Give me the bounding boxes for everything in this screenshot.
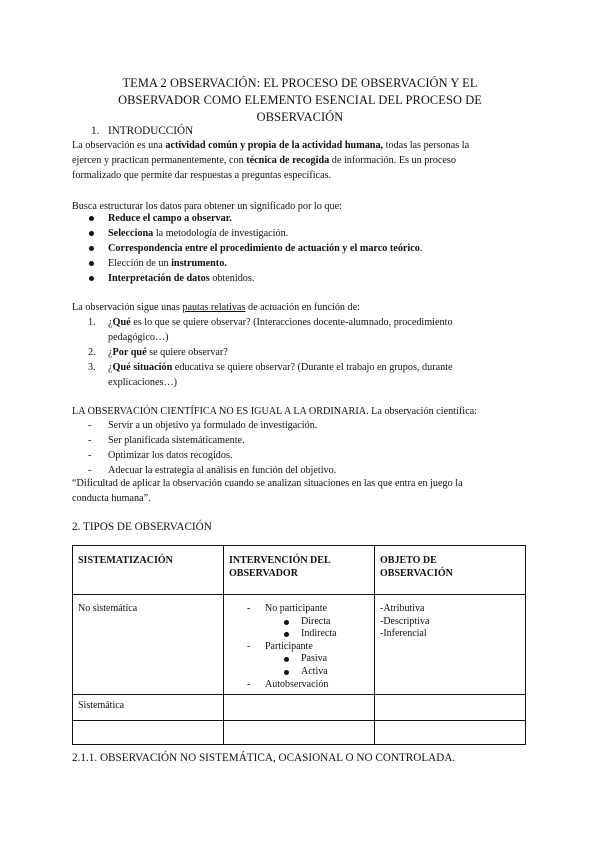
list-item	[108, 271, 528, 286]
pautas-list	[88, 315, 548, 390]
dash-icon: -	[247, 640, 251, 652]
dash-icon: -	[88, 465, 92, 476]
text-run: educativa se quiere observar? (Durante el trabajo en grupos, durante	[172, 362, 453, 373]
bold-run: Por qué	[112, 347, 147, 358]
text-run: Elección de un	[108, 258, 172, 269]
bullet-icon	[284, 657, 289, 662]
text-run: Ser planificada sistemáticamente.	[108, 435, 245, 446]
bold-run: Interpretación de datos	[108, 273, 210, 284]
quote-line-2: conducta humana”.	[72, 493, 151, 504]
dash-icon: -	[88, 435, 92, 446]
table-cell-empty	[224, 695, 375, 721]
bullet-icon	[89, 276, 94, 281]
bullet-icon	[284, 632, 289, 637]
text-run: Autobservación	[265, 678, 329, 690]
dash-icon: -	[247, 678, 251, 690]
list-item	[229, 628, 369, 641]
list-item	[88, 448, 528, 463]
dash-icon: -	[88, 450, 92, 461]
table-header-row	[73, 546, 526, 595]
objeto-item: -Inferencial	[380, 628, 427, 639]
text-run: Optimizar los datos recogidos.	[108, 450, 233, 461]
text-run: ¿	[108, 317, 113, 328]
header-objeto	[375, 546, 526, 595]
subsection-heading: 2.1.1. OBSERVACIÓN NO SISTEMÁTICA, OCASIONAL O NO CONTROLADA.	[72, 752, 456, 764]
intervencion-list	[229, 603, 369, 691]
text-run: .	[419, 243, 423, 254]
text-run: Activa	[301, 665, 328, 677]
text-run: Servir a un objetivo ya formulado de investigación.	[108, 420, 318, 431]
table-row	[73, 721, 526, 745]
bullet-icon	[284, 620, 289, 625]
bold-run: técnica de recogida	[246, 155, 330, 166]
title-line-2: OBSERVADOR COMO ELEMENTO ESENCIAL DEL PROCESO DE	[118, 93, 482, 107]
bold-run: instrumento.	[171, 258, 227, 269]
bold-run: actividad común y propia de la actividad humana,	[165, 140, 384, 151]
text-run: ¿	[108, 347, 113, 358]
bold-run: Qué situación	[112, 362, 173, 373]
list-number: 3.	[88, 362, 96, 373]
cell-intervencion-list	[224, 595, 375, 695]
bullet-icon	[89, 246, 94, 251]
list-item	[88, 315, 548, 345]
text-run: Adecuar la estrategia al análisis en función del objetivo.	[108, 465, 337, 476]
list-item	[229, 666, 369, 679]
quote-line-1: “Dificultad de aplicar la observación cuando se analizan situaciones en las que entra en juego la	[72, 478, 463, 489]
intro-line-3: formalizado que permite dar respuestas a preguntas específicas.	[72, 170, 332, 181]
table-cell-empty	[224, 721, 375, 745]
list-item	[229, 641, 369, 654]
bold-run: Selecciona	[108, 228, 154, 239]
header-line: INTERVENCIÓN DEL	[229, 555, 331, 566]
dash-icon: -	[247, 603, 251, 614]
objeto-item: -Descriptiva	[380, 615, 430, 627]
intro-line-1	[72, 138, 542, 153]
busca-lead: Busca estructurar los datos para obtener un significado por lo que:	[72, 201, 342, 212]
cientifica-list	[88, 418, 528, 478]
list-item	[88, 433, 528, 448]
list-item	[108, 226, 528, 241]
busca-list	[108, 211, 528, 286]
title-line-3: OBSERVACIÓN	[256, 110, 344, 124]
text-run: todas las personas la	[383, 140, 470, 151]
bullet-icon	[89, 231, 94, 236]
header-line: OBSERVACIÓN	[380, 567, 453, 579]
text-run: es lo que se quiere observar? (Interacciones docente-alumnado, procedimiento	[130, 317, 453, 328]
text-run: de información. Es un proceso	[329, 155, 456, 166]
pautas-lead	[72, 300, 360, 315]
table-cell-empty	[73, 721, 224, 745]
list-item	[229, 653, 369, 666]
continuation-line: pedagógico…)	[108, 332, 169, 343]
text-run: se quiere observar?	[146, 347, 228, 358]
header-intervencion	[224, 546, 375, 595]
cientifica-lead: LA OBSERVACIÓN CIENTÍFICA NO ES IGUAL A LA ORDINARIA. La observación científica:	[72, 406, 477, 417]
intro-paragraph	[72, 138, 542, 183]
text-run: Pasiva	[301, 653, 328, 665]
header-line: OBSERVADOR	[229, 567, 298, 579]
text-run: de actuación en función de:	[245, 302, 360, 313]
text-run: Directa	[301, 615, 331, 627]
text-run: ejercen y practican permanentemente, con	[72, 155, 247, 166]
list-item	[88, 345, 548, 360]
header-line: OBJETO DE	[380, 555, 437, 566]
list-number: 1.	[88, 317, 96, 328]
table-cell-empty	[375, 695, 526, 721]
intro-number: 1.	[91, 125, 100, 137]
intro-line-2	[72, 153, 542, 168]
intro-heading: INTRODUCCIÓN	[108, 125, 194, 137]
underlined-run: pautas relativas	[182, 302, 246, 313]
text-run: la metodología de investigación.	[153, 228, 289, 239]
text-run: No participante	[265, 603, 327, 614]
cell-sistematica: Sistemática	[73, 695, 224, 721]
list-item	[108, 211, 528, 226]
list-number: 2.	[88, 347, 96, 358]
list-item	[229, 603, 369, 616]
title-line-1: TEMA 2 OBSERVACIÓN: EL PROCESO DE OBSERVACIÓN Y EL	[122, 76, 478, 90]
bold-run: Correspondencia entre el procedimiento de actuación y el marco teórico	[108, 243, 420, 254]
text-run: Indirecta	[301, 628, 337, 640]
bullet-icon	[89, 216, 94, 221]
text-run: obtenidos.	[209, 273, 255, 284]
page-title	[60, 75, 540, 126]
text-run: ¿	[108, 362, 113, 373]
list-item	[229, 679, 369, 692]
continuation-line: explicaciones…)	[108, 377, 178, 388]
bullet-icon	[284, 670, 289, 675]
text-run: Participante	[265, 640, 313, 652]
list-item	[88, 360, 548, 390]
list-item	[229, 616, 369, 629]
observation-types-table	[72, 545, 526, 745]
objeto-item: -Atributiva	[380, 603, 425, 614]
text-run: La observación sigue unas	[72, 302, 183, 313]
list-item	[88, 418, 528, 433]
tipos-heading: 2. TIPOS DE OBSERVACIÓN	[72, 521, 212, 533]
list-item	[108, 256, 528, 271]
list-item	[108, 241, 528, 256]
cientifica-quote	[72, 476, 542, 506]
text-run: La observación es una	[72, 140, 166, 151]
dash-icon: -	[88, 420, 92, 431]
table-cell-empty	[375, 721, 526, 745]
cell-no-sistematica: No sistemática	[73, 595, 224, 695]
bold-run: Qué	[112, 317, 131, 328]
header-sistematizacion: SISTEMATIZACIÓN	[73, 546, 224, 595]
bold-run: Reduce el campo a observar.	[108, 213, 232, 224]
bullet-icon	[89, 261, 94, 266]
cell-objeto-list	[375, 595, 526, 695]
table-row	[73, 695, 526, 721]
table-row	[73, 595, 526, 695]
